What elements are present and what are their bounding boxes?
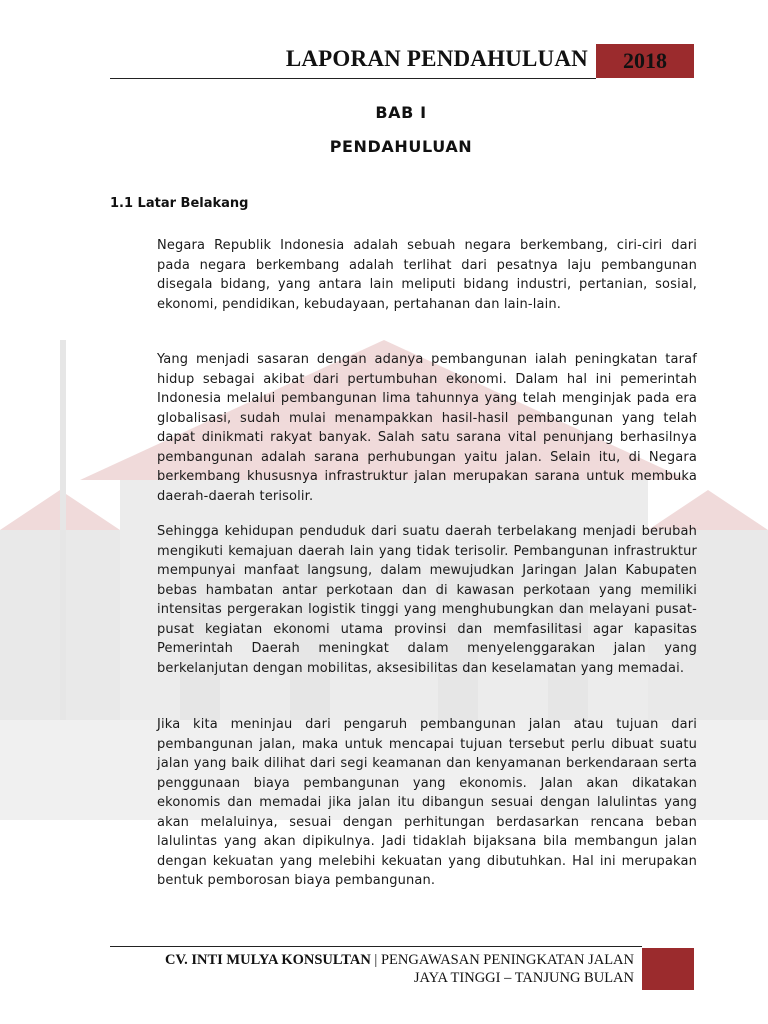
report-title: LAPORAN PENDAHULUAN [285, 46, 588, 71]
report-year-badge: 2018 [596, 44, 694, 78]
footer-separator: | [370, 952, 381, 968]
footer-accent-box [642, 948, 694, 990]
paragraph-3: Sehingga kehidupan penduduk dari suatu daerah terbelakang menjadi berubah mengikuti kemajuan daerah lain yang tidak terisolir. Pembangunan infrastruktur mempunyai manfaat langsung, dalam mewujudkan Jaringan Jalan Kabupaten bebas hambatan antar perkotaan dan di kawasan perkotaan yang memiliki intensitas pergerakan logistik tinggi yang menghubungkan dan melayani pusat-pusat kegiatan ekonomi utama provinsi dan memfasilitasi agar kapasitas Pemerintah Daerah meningkat dalam menyelenggarakan jalan yang berkelanjutan dengan mobilitas, aksesibilitas dan keselamatan yang memadai. [157, 524, 697, 676]
footer-company: CV. INTI MULYA KONSULTAN [165, 952, 371, 968]
footer-divider [110, 946, 642, 947]
footer-project-line2: JAYA TINGGI – TANJUNG BULAN [413, 970, 634, 986]
chapter-number: BAB I [375, 103, 427, 122]
paragraph-4: Jika kita meninjau dari pengaruh pembangunan jalan atau tujuan dari pembangunan jalan, maka untuk mencapai tujuan tersebut perlu dibuat suatu jalan yang baik dilihat dari segi keamanan dan kenyamanan berkendaraan serta penggunaan biaya pembangunan yang ekonomis. Jalan akan dikatakan ekonomis dan memadai jika jalan itu dibangun sesuai dengan lalulintas yang akan melaluinya, sesuai dengan perhitungan berdasarkan rencana beban lalulintas yang akan dipikulnya. Jadi tidaklah bijaksana bila membangun jalan dengan kekuatan yang melebihi kekuatan yang dibutuhkan. Hal ini merupakan bentuk pemborosan biaya pembangunan. [157, 717, 697, 888]
footer-project-line1: PENGAWASAN PENINGKATAN JALAN [380, 952, 634, 968]
section-heading: 1.1 Latar Belakang [110, 196, 249, 211]
footer-text [110, 951, 634, 987]
paragraph-1: Negara Republik Indonesia adalah sebuah negara berkembang, ciri-ciri dari pada negara berkembang adalah terlihat dari pesatnya laju pembangunan disegala bidang, yang antara lain meliputi bidang industri, pertanian, sosial, ekonomi, pendidikan, kebudayaan, pertahanan dan lain-lain. [157, 238, 697, 312]
header-divider [110, 78, 596, 79]
chapter-title: PENDAHULUAN [329, 137, 473, 156]
paragraph-2: Yang menjadi sasaran dengan adanya pembangunan ialah peningkatan taraf hidup sebagai akibat dari pertumbuhan ekonomi. Dalam hal ini pemerintah Indonesia melalui pembangunan lima tahunnya yang telah menginjak pada era globalisasi, sudah mulai menampakkan hasil-hasil pembangunan yang telah dapat dinikmati rakyat banyak. Salah satu sarana vital penunjang berhasilnya pembangunan adalah sarana perhubungan yaitu jalan. Selain itu, di Negara berkembang khususnya infrastruktur jalan merupakan sarana untuk membuka daerah-daerah terisolir. [157, 352, 697, 504]
